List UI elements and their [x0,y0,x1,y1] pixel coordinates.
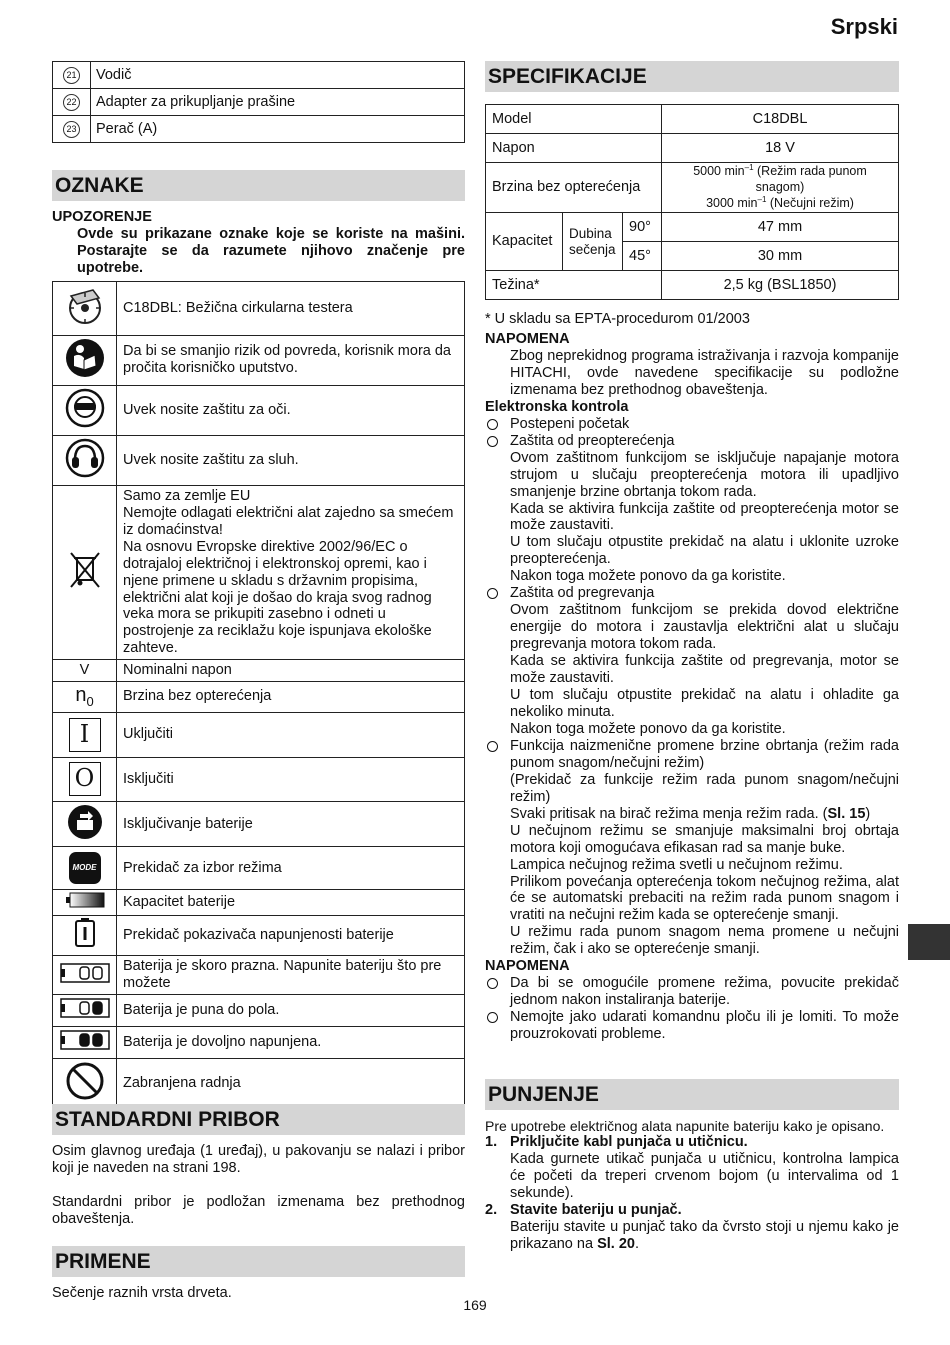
part-number: 23 [63,121,80,138]
table-row [486,134,899,163]
punjenje-section [485,1079,899,1253]
symbol-description: Samo za zemlje EU Nemojte odlagati električni alat zajedno sa smećem iz domaćinstva! Na osnovu Evropske direktive 2002/96/EC o dotrajaloj električnoj i elektronskoj opremi, kao i njene primene u skladu s državnim propisima, električni alat koji je došao do kraja svog radnog veka mora se prikupiti zasebno i odneti u postrojenje za reciklažu koje ispunjava ekološke zahteve. [117,485,465,660]
table-row [53,995,465,1027]
step-title-text: Priključite kabl punjača u utičnicu. [510,1134,748,1151]
mode-switch-icon: MODE [69,852,101,884]
eye-protection-icon [65,416,105,432]
symbol-description: Baterija je skoro prazna. Napunite bateriju što pre možete [117,956,465,995]
circular-saw-icon [63,316,107,332]
standardni-section [52,1104,465,1228]
battery-full-icon [60,1039,110,1055]
table-row [486,163,899,213]
spec-angle: 45° [623,242,662,271]
table-row [53,1027,465,1059]
warning-text: Ovde su prikazane oznake koje se koriste na mašini. Postarajte se da razumete njihovo značenje pre upotrebe. [77,225,465,276]
part-number: 22 [63,94,80,111]
paragraph: (Prekidač za funkcije režim rada punom snagom/nečujni režim) [510,771,899,805]
specifikacije-section [485,61,899,328]
paragraph: Nakon toga možete ponovo da ga koristite. [510,720,786,737]
paragraph: Pre upotrebe električnog alata napunite bateriju kako je opisano. [485,1118,885,1134]
speed-value-2: 3000 min [706,196,758,211]
text-run: ) [865,805,871,822]
step-title-text: Stavite bateriju u punjač. [510,1202,682,1219]
table-row [53,712,465,757]
text-run: Bateriju stavite u punjač tako da čvrsto stoji u njemu kako je prikazano na [510,1219,899,1253]
warning-title: UPOZORENJE [52,209,152,225]
spec-table [485,104,899,300]
speed-note-2: (Nečujni režim) [766,196,854,211]
text-run: . [634,1236,639,1253]
prohibited-icon [65,1089,105,1105]
part-label: Perač (A) [91,116,465,143]
paragraph: U režimu rada punom snagom nema promene u nečujni režim, čak i ako se opterećenje smanji. [510,924,899,958]
footnote: * U skladu sa EPTA-procedurom 01/2003 [485,311,750,328]
table-row [53,847,465,890]
speed-unit-sup: –1 [744,163,754,172]
ear-protection-icon [65,466,105,482]
battery-indicator-switch-icon [74,936,96,952]
spec-label: Težina* [486,271,662,300]
symbol-description: Brzina bez opterećenja [117,682,465,712]
switch-off-icon: O [69,762,101,796]
paragraph: Ovom zaštitnom funkcijom se isključuje napajanje motora strujom u slučaju preopterećenja motora ili upadljivo smanjenje brzine obrtanja tokom rada. [510,449,899,500]
paragraph: Kada se aktivira funkcija zaštite od pregrevanja, motor se može zaustaviti. [510,653,899,687]
paragraph: U nečujnom režimu se smanjuje maksimalni broj obrtaja motora koji omogućava efikasan rad sa manje buke. [510,822,899,856]
paragraph: Nakon toga možete ponovo da ga koristite. [510,568,786,585]
paragraph: Osim glavnog uređaja (1 uređaj), u pakovanju se nalazi i pribor koji je naveden na strani 198. [52,1143,465,1176]
symbol-description: Nominalni napon [117,660,465,682]
figure-ref: Sl. 15 [827,805,866,822]
note-title: NAPOMENA [485,331,570,347]
symbol-description: Uvek nosite zaštitu za oči. [117,385,465,435]
table-row [53,89,465,116]
list-item: Postepeni početak [485,416,899,433]
parts-table-block [52,61,465,143]
step-number: 1. [485,1134,498,1151]
paragraph [485,1219,899,1253]
oznake-section [52,170,465,277]
paragraph: U tom slučaju otpustite prekidač na alatu i uklonite uzroke preopterećenja. [510,534,899,568]
step-title [485,1202,899,1219]
list-item: Zaštita od preopterećenja [485,433,899,450]
table-row [53,1059,465,1109]
subsection-title: Elektronska kontrola [485,398,629,415]
battery-capacity-icon [65,896,105,912]
step-title [485,1134,899,1151]
paragraph [485,806,899,823]
symbols-table [52,281,465,1109]
symbol-description: Isključiti [117,757,465,801]
figure-ref: Sl. 20 [597,1236,635,1253]
table-row [53,757,465,801]
symbol-description: Zabranjena radnja [117,1059,465,1109]
speed-value-1: 5000 min [693,164,745,179]
weee-bin-icon [68,578,102,594]
table-row [486,105,899,134]
section-heading: PRIMENE [52,1246,465,1277]
spec-label: Kapacitet [486,213,563,271]
spec-value: C18DBL [662,105,899,134]
part-number: 21 [63,67,80,84]
symbol-description: Baterija je dovoljno napunjena. [117,1027,465,1059]
list-item: Nemojte jako udarati komandnu ploču ili je lomiti. To može prouzrokovati probleme. [485,1009,899,1043]
table-row [53,435,465,485]
notes-block [485,331,899,1043]
spec-value: 30 mm [662,242,899,271]
symbol-description: Baterija je puna do pola. [117,995,465,1027]
table-row [53,660,465,682]
spec-sublabel: Dubina sečenja [563,213,623,271]
symbol-description: Prekidač pokazivača napunjenosti baterije [117,916,465,956]
table-row [53,485,465,660]
table-row [53,282,465,336]
table-row [53,385,465,435]
page-number: 169 [463,1297,487,1313]
table-row [53,116,465,143]
no-load-speed-glyph: n [75,684,87,707]
no-load-speed-subscript: 0 [86,694,94,710]
table-row [53,682,465,712]
battery-half-icon [60,1007,110,1023]
spec-value: 2,5 kg (BSL1850) [662,271,899,300]
table-row [53,956,465,995]
language-label: Srpski [830,14,898,39]
symbol-description: Uključiti [117,712,465,757]
paragraph: Sečenje raznih vrsta drveta. [52,1285,232,1301]
spec-label: Model [486,105,662,134]
symbols-block [52,281,465,1109]
table-row [53,335,465,385]
part-label: Vodič [91,62,465,89]
spec-value [662,163,899,213]
speed-note-1: (Režim rada punom snagom) [753,164,867,194]
note-title: NAPOMENA [485,958,570,975]
spec-value: 18 V [662,134,899,163]
parts-table [52,61,465,143]
table-row [53,890,465,916]
note-text: Zbog neprekidnog programa istraživanja i razvoja kompanije HITACHI, ovde navedene specifikacije su podložne izmenama bez prethodnog obaveštenja. [510,347,899,398]
voltage-icon: V [53,660,117,682]
table-row [53,62,465,89]
paragraph: Kada gurnete utikač punjača u utičnicu, kontrolna lampica će početi da treperi crvenom bojom (u intervalima od 1 sekunde). [510,1151,899,1202]
section-heading: OZNAKE [52,170,465,201]
section-heading: STANDARDNI PRIBOR [52,1104,465,1135]
step-number: 2. [485,1202,498,1219]
section-heading: PUNJENJE [485,1079,899,1110]
spec-angle: 90° [623,213,662,242]
symbol-description: Isključivanje baterije [117,801,465,847]
switch-on-icon: I [69,718,101,752]
part-label: Adapter za prikupljanje prašine [91,89,465,116]
symbol-description: Da bi se smanjio rizik od povreda, korisnik mora da pročita korisničko uputstvo. [117,335,465,385]
spec-value: 47 mm [662,213,899,242]
battery-empty-icon [60,972,110,988]
no-load-speed-icon [53,682,117,712]
symbol-description: Kapacitet baterije [117,890,465,916]
read-manual-icon [65,366,105,382]
list-item: Zaštita od pregrevanja [485,585,899,602]
list-item: Da bi se omogućile promene režima, povucite prekidač jednom nakon instaliranja baterije. [485,975,899,1009]
paragraph: Standardni pribor je podložan izmenama bez prethodnog obaveštenja. [52,1193,465,1227]
speed-unit-sup: –1 [757,195,767,205]
list-item: Funkcija naizmenične promene brzine obrtanja (režim rada punom snagom/nečujni režim) [485,738,899,772]
table-row [486,213,899,242]
paragraph: Kada se aktivira funkcija zaštite od preopterećenja motor se može zaustaviti. [510,500,899,534]
section-tab-marker [908,924,950,960]
text-run: Svaki pritisak na birač režima menja režim rada. ( [510,805,828,822]
table-row [53,801,465,847]
table-row [53,916,465,956]
spec-label: Napon [486,134,662,163]
symbol-description: Uvek nosite zaštitu za sluh. [117,435,465,485]
paragraph: Ovom zaštitnom funkcijom se prekida dovod električne energije do motora i zaustavlja električni alat u slučaju pregrevanja motora tokom rada. [510,602,899,653]
section-heading: SPECIFIKACIJE [485,61,899,92]
paragraph: U tom slučaju otpustite prekidač na alatu i ohladite ga nekoliko minuta. [510,687,899,720]
spec-label: Brzina bez opterećenja [486,163,662,213]
symbol-description: C18DBL: Bežična cirkularna testera [117,282,465,336]
symbol-description: Prekidač za izbor režima [117,847,465,890]
paragraph: Lampica nečujnog režima svetli u nečujnom režimu. [510,856,843,873]
primene-section [52,1246,465,1302]
paragraph: Prilikom povećanja opterećenja tokom nečujnog režima, alat će se automatski prebaciti na režim rada punom snagom i vratiti na nečujni režim kada se opterećenje smanji. [510,873,899,924]
table-row [486,271,899,300]
battery-disconnect-icon [67,828,103,844]
